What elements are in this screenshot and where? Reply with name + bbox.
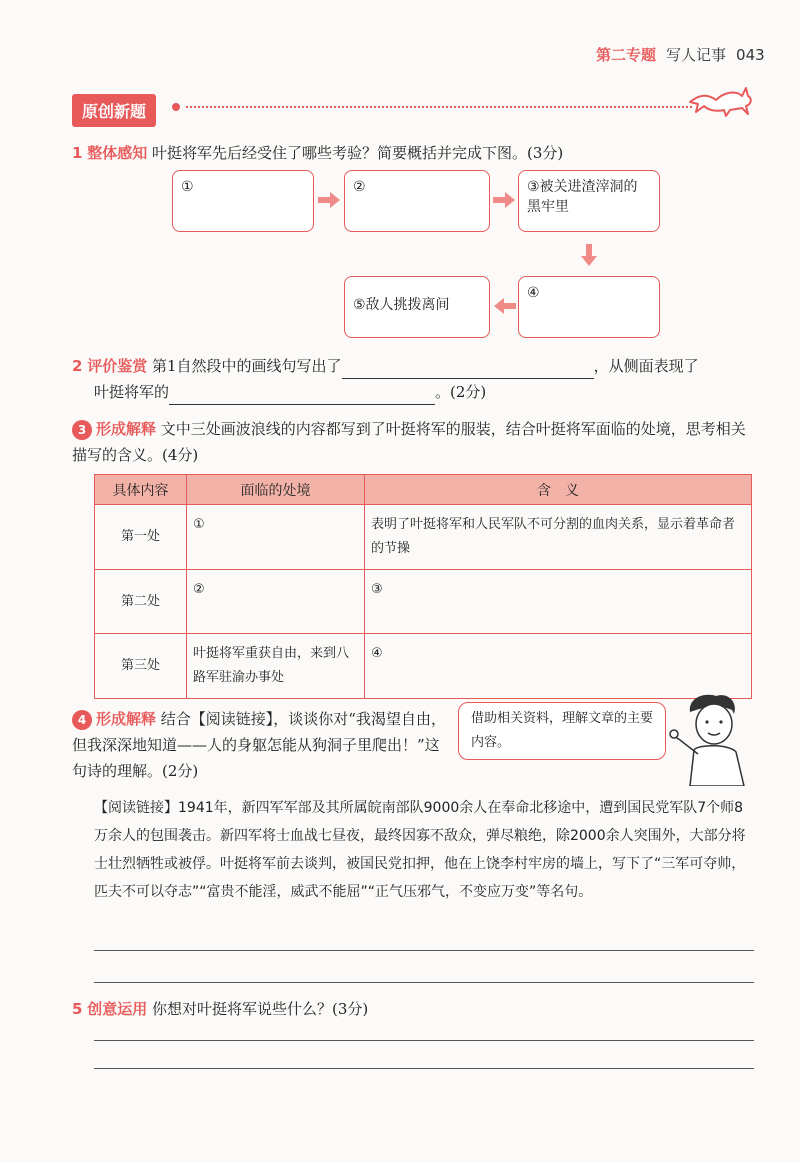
q2-text-a: 第1自然段中的画线句写出了	[152, 357, 342, 375]
q2-number: 2	[72, 357, 83, 375]
section-banner: 原创新题	[72, 94, 156, 127]
table-header-row	[95, 475, 752, 505]
q5-answer-line[interactable]	[94, 1068, 754, 1069]
tip-speech-bubble	[458, 702, 666, 760]
table-cell-answer[interactable]: ②	[187, 570, 365, 634]
table-cell: 叶挺将军重获自由，来到八路军驻渝办事处	[187, 634, 365, 699]
header-topic: 第二专题	[596, 46, 657, 64]
table-row	[95, 634, 752, 699]
q4-answer-line[interactable]	[94, 982, 754, 983]
q3-label: 形成解释	[96, 420, 157, 438]
reading-label: 【阅读链接】	[94, 800, 178, 816]
q2-prompt	[72, 353, 772, 405]
q2-text-c: 叶挺将军的	[94, 383, 170, 401]
reading-link	[94, 794, 754, 906]
arrow-right-icon	[493, 192, 515, 208]
table-cell-answer[interactable]: ③	[365, 570, 752, 634]
flow-box-4[interactable]: ④	[518, 276, 660, 338]
table-header: 面临的处境	[187, 475, 365, 505]
arrow-down-icon	[581, 244, 597, 266]
tip-text: 借助相关资料，理解文章的主要内容。	[471, 711, 654, 750]
q4-answer-line[interactable]	[94, 950, 754, 951]
q5-label: 创意运用	[87, 1000, 148, 1018]
q5-text: 你想对叶挺将军说些什么？(3分)	[152, 1000, 369, 1018]
page-header	[596, 44, 765, 65]
q2-blank-2[interactable]	[169, 387, 435, 405]
table-row	[95, 570, 752, 634]
q5-number: 5	[72, 1000, 83, 1018]
q1-text: 叶挺将军先后经受住了哪些考验？简要概括并完成下图。(3分)	[152, 144, 564, 162]
q1-prompt	[72, 140, 762, 166]
table-cell-answer[interactable]: ①	[187, 505, 365, 570]
q4-number-badge: 4	[72, 710, 92, 730]
table-cell-answer[interactable]: ④	[365, 634, 752, 699]
q4-text: 结合【阅读链接】，谈谈你对“我渴望自由，但我深深地知道——人的身躯怎能从狗洞子里爬出！”这句诗的理解。(2分)	[72, 710, 446, 780]
arrow-left-icon	[494, 298, 516, 314]
table-header: 具体内容	[95, 475, 187, 505]
running-cat-icon	[686, 80, 756, 120]
table-header: 含 义	[365, 475, 752, 505]
q2-text-d: 。(2分)	[435, 383, 487, 401]
q1-label: 整体感知	[87, 144, 148, 162]
flow-box-2[interactable]: ②	[344, 170, 490, 232]
q5-prompt	[72, 996, 762, 1022]
boy-pointing-icon	[668, 690, 754, 786]
banner-dot	[172, 103, 180, 111]
q3-prompt	[72, 416, 756, 468]
page-number: 043	[736, 46, 765, 64]
table-cell: 表明了叶挺将军和人民军队不可分割的血肉关系，显示着革命者的节操	[365, 505, 752, 570]
table-cell: 第二处	[95, 570, 187, 634]
q2-text-b: ，从侧面表现了	[593, 357, 699, 375]
arrow-right-icon	[318, 192, 340, 208]
header-section: 写人记事	[666, 46, 727, 64]
q3-number-badge: 3	[72, 420, 92, 440]
banner-dotted-line	[186, 106, 692, 108]
flow-box-5: ⑤敌人挑拨离间	[344, 276, 490, 338]
flow-box-3: ③被关进渣滓洞的黑牢里	[518, 170, 660, 232]
table-cell: 第一处	[95, 505, 187, 570]
q2-blank-1[interactable]	[342, 361, 594, 379]
q4-prompt	[72, 706, 452, 784]
reading-text: 1941年，新四军军部及其所属皖南部队9000余人在奉命北移途中，遭到国民党军队7个师8万余人的包围袭击。新四军将士血战七昼夜，最终因寡不敌众，弹尽粮绝，除2000余人突围外，大部分将士壮烈牺牲或被俘。叶挺将军前去谈判，被国民党扣押，他在上饶李村牢房的墙上，写下了“三军可夺帅，匹夫不可以夺志”“富贵不能淫，威武不能屈”“正气压邪气，不变应万变”等名句。	[94, 800, 746, 900]
q4-label: 形成解释	[96, 710, 157, 728]
q3-text: 文中三处画波浪线的内容都写到了叶挺将军的服装，结合叶挺将军面临的处境，思考相关描写的含义。(4分)	[72, 420, 746, 464]
table-cell: 第三处	[95, 634, 187, 699]
q2-label: 评价鉴赏	[87, 357, 148, 375]
q5-answer-line[interactable]	[94, 1040, 754, 1041]
flow-box-1[interactable]: ①	[172, 170, 314, 232]
q1-number: 1	[72, 144, 83, 162]
table-row	[95, 505, 752, 570]
q3-table	[94, 474, 752, 699]
